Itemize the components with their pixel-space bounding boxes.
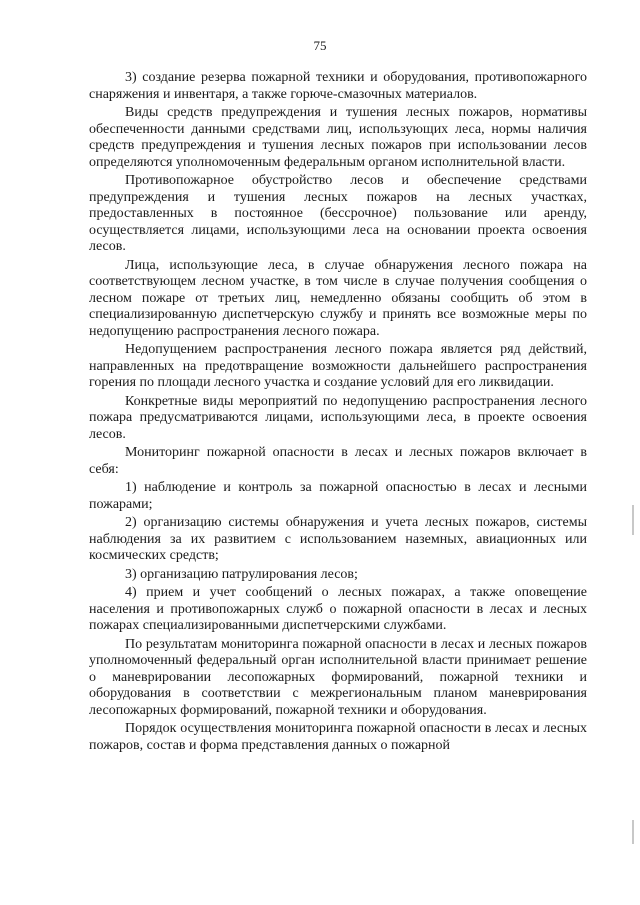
paragraph-fire-detection-duties: Лица, использующие леса, в случае обнаружения лесного пожара на соответствующем лесном участке, в том числе в случае получения сообщения о лесном пожаре от третьих лиц, немедленно обязаны сообщить об этом в специализированную диспетчерскую службу и принять все возможные меры по недопущению распространения лесного пожара.	[89, 257, 587, 339]
document-body	[89, 70, 587, 756]
monitoring-list-item-2: 2) организацию системы обнаружения и учета лесных пожаров, системы наблюдения за их развитием с использованием наземных, авиационных или космических средств;	[89, 515, 587, 563]
scan-edge-mark	[632, 820, 634, 844]
monitoring-list-item-3: 3) организацию патрулирования лесов;	[125, 566, 358, 582]
paragraph-specific-measures: Конкретные виды мероприятий по недопущению распространения лесного пожара предусматриваются лицами, использующими леса, в проекте освоения лесов.	[89, 393, 587, 442]
monitoring-list-item-1: 1) наблюдение и контроль за пожарной опасностью в лесах и лесными пожарами;	[89, 480, 587, 512]
scan-edge-mark	[632, 505, 634, 535]
paragraph-monitoring-procedure: Порядок осуществления мониторинга пожарной опасности в лесах и лесных пожаров, состав и форма представления данных о пожарной	[89, 721, 587, 753]
monitoring-list-item-4: 4) прием и учет сообщений о лесных пожарах, а также оповещение населения и противопожарных служб о пожарной опасности в лесах и лесных пожарах специализированными диспетчерскими службами.	[89, 585, 587, 633]
paragraph-fire-equipment-norms: Виды средств предупреждения и тушения лесных пожаров, нормативы обеспеченности данными средствами лиц, использующих леса, нормы наличия средств предупреждения и тушения лесных пожаров при использовании лесов определяются уполномоченным федеральным органом исполнительной власти.	[89, 105, 587, 170]
page-number: 75	[313, 38, 327, 53]
paragraph-monitoring-intro: Мониторинг пожарной опасности в лесах и лесных пожаров включает в себя:	[89, 445, 587, 477]
paragraph-fire-protection-arrangement: Противопожарное обустройство лесов и обеспечение средствами предупреждения и тушения лесных пожаров на лесных участках, предоставленных в постоянное (бессрочное) пользование или аренду, осуществляется лицами, использующими леса на основании проекта освоения лесов.	[89, 173, 587, 254]
paragraph-list-item-3: 3) создание резерва пожарной техники и оборудования, противопожарного снаряжения и инвентаря, а также горюче-смазочных материалов.	[89, 70, 587, 102]
paragraph-spread-prevention: Недопущением распространения лесного пожара является ряд действий, направленных на предотвращение возможности дальнейшего распространения горения по площади лесного участка и создание условий для его ликвидации.	[89, 342, 587, 390]
paragraph-maneuvering-decision: По результатам мониторинга пожарной опасности в лесах и лесных пожаров уполномоченный федеральный орган исполнительной власти принимает решение о маневрировании лесопожарных формирований, пожарной техники и оборудования в соответствии с межрегиональным планом маневрирования лесопожарных формирований, пожарной техники и оборудования.	[89, 636, 587, 718]
